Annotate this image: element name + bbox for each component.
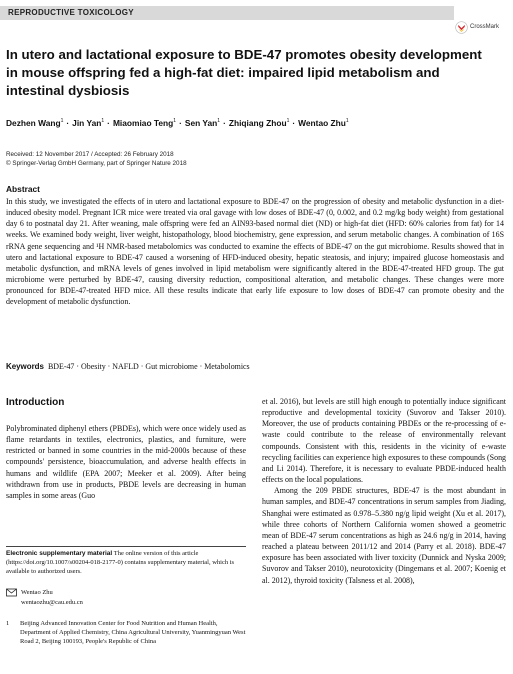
author-separator: · (107, 118, 110, 128)
keywords-label: Keywords (6, 362, 44, 371)
introduction-heading: Introduction (6, 397, 65, 408)
affiliation-text: Beijing Advanced Innovation Center for Food Nutrition and Human Health, Department of Applied Chemistry, China Agricultural University, Yuanmingyuan West Road 2, Beijing 100193, People's Republic of China (20, 620, 246, 645)
author-name: Sen Yan (184, 118, 218, 128)
corresponding-author (6, 588, 246, 607)
crossmark-label: CrossMark (470, 24, 500, 30)
envelope-icon (6, 588, 17, 597)
intro-paragraph-right-1: et al. 2016), but levels are still high enough to potentially induce significant reproductive and developmental toxicity (Suvorov and Takser 2010). Moreover, the use of products containing PBDEs or the re-processing of e-waste could contribute to the release of environmentally relevant compounds. Consistent with this, residents in the vicinity of e-waste recycling facilities can experience high exposures to these compounds (Song and Li 2014). Therefore, it is necessary to evaluate PBDE-induced health effects on the local populations. (262, 397, 507, 485)
author-affiliation-marker: 1 (345, 118, 349, 125)
footnote-divider (6, 546, 246, 547)
journal-section-bar (0, 6, 454, 20)
author-affiliation-marker: 1 (217, 118, 221, 125)
supplementary-note (6, 549, 246, 576)
author-name: Wentao Zhu (298, 118, 346, 128)
corresponding-author-name: Wentao Zhu (21, 589, 53, 596)
esm-label: Electronic supplementary material (6, 550, 113, 557)
author-name: Dezhen Wang (6, 118, 61, 128)
author-name: Miaomiao Teng (112, 118, 174, 128)
author[interactable] (72, 118, 104, 128)
abstract-text: In this study, we investigated the effects of in utero and lactational exposure to BDE-47 on the progression of obesity and metabolic dysfunction in a diet-induced obesity model. Pregnant ICR mice were treated via oral gavage with low doses of BDE-47 (0, 0.002, and 0.2 mg/kg body weight) from gestational day 6 to postnatal day 21. After weaning, male offspring were fed an AIN93-based normal diet (ND) or high-fat diet (HFD: 60% calories from fat) for 14 weeks. We examined body weight, liver weight, histopathology, blood biochemistry, gene expression, and serum metabolic changes. A combination of 16S rRNA gene sequencing and ¹H NMR-based metabolomics was conducted to examine the effects of BDE-47 on the gut microbiome. Results showed that in utero and lactational exposure to BDE-47 caused a worsening of HFD-induced obesity, hepatic steatosis, and injury; impaired glucose homeostasis and metabolic dysfunction, and mRNA levels of genes involved in lipid metabolism were significantly altered in the BDE-47-treated HFD group. The gut microbiome were perturbed by BDE-47, causing diversity reduction, compositional alteration, and metabolic changes. These changes were more pronounced for BDE-47-treated HFD mice. All these results indicate that early life exposure to low doses of BDE-47 can promote obesity and the development of metabolic dysfunction. (6, 197, 504, 307)
affiliation-number: 1 (6, 620, 10, 627)
intro-paragraph-right-2: Among the 209 PBDE structures, BDE-47 is the most abundant in human samples, and BDE-47 concentrations in serum samples from Jiading, Shanghai were estimated as 0.978–5.380 ng/g lipid weight (Xu et al. 2017), while three cohorts of Northern California women showed a geometric mean of BDE-47 serum concentrations as high as 24.6 ng/g in 2014, having reached a plateau between 2011/12 and 2014 (Parry et al. 2018). BDE-47 exposure has been associated with liver toxicity (Dunnick and Nyska 2009; Suvorov and Takser 2010), neurotoxicity (Dingemans et al. 2007; Koenig et al. 2012), thyroid toxicity (Talsness et al. 2008), (262, 486, 506, 585)
copyright-line: © Springer-Verlag GmbH Germany, part of Springer Nature 2018 (6, 160, 187, 167)
abstract-heading: Abstract (6, 184, 40, 194)
author-affiliation-marker: 1 (60, 118, 64, 125)
article-title: In utero and lactational exposure to BDE-47 promotes obesity development in mouse offspring fed a high-fat diet: impaired lipid metabolism and intestinal dysbiosis (6, 47, 482, 98)
author-affiliation-marker: 1 (173, 118, 177, 125)
author-separator: · (66, 118, 70, 128)
author-list (6, 118, 506, 128)
corresponding-author-details (21, 588, 83, 607)
author-separator: · (292, 118, 296, 128)
esm-text[interactable]: The online version of this article (https://doi.org/10.1007/s00204-018-2177-0) contains supplementary material, which is available to authorized users. (6, 550, 235, 575)
author[interactable] (298, 118, 349, 128)
article-dates (6, 150, 187, 168)
author-separator: · (223, 118, 226, 128)
author-name: Zhiqiang Zhou (228, 118, 287, 128)
keywords-line (6, 362, 504, 371)
author-affiliation-marker: 1 (286, 118, 290, 125)
author[interactable] (6, 118, 63, 128)
left-column (6, 423, 246, 501)
author-separator: · (179, 118, 182, 128)
intro-paragraph-left: Polybrominated diphenyl ethers (PBDEs), which were once widely used as flame retardants in textiles, electronics, plastics, and furniture, were restricted or banned in some countries in the mid-2000s because of these compounds' persistence, bioaccumulation, and adverse health effects in humans and wildlife (EPA 2007; Meeker et al. 2009). After being withdrawn from use in products, PBDE levels are decreasing in human samples in some areas (Guo (6, 424, 246, 500)
corresponding-author-email[interactable]: wentaozhu@cau.edu.cn (21, 598, 83, 606)
journal-section-label: REPRODUCTIVE TOXICOLOGY (8, 8, 134, 17)
author[interactable] (229, 118, 289, 128)
affiliation (6, 619, 246, 646)
corresponding-author-row (6, 588, 246, 607)
crossmark-badge[interactable] (455, 18, 510, 36)
crossmark-icon (455, 21, 468, 34)
right-column (262, 396, 506, 586)
author[interactable] (113, 118, 176, 128)
author[interactable] (185, 118, 220, 128)
keywords-list: BDE-47 · Obesity · NAFLD · Gut microbiome · Metabolomics (47, 362, 250, 371)
received-accepted-dates: Received: 12 November 2017 / Accepted: 26 February 2018 (6, 151, 174, 158)
author-affiliation-marker: 1 (101, 118, 105, 125)
author-name: Jin Yan (72, 118, 102, 128)
